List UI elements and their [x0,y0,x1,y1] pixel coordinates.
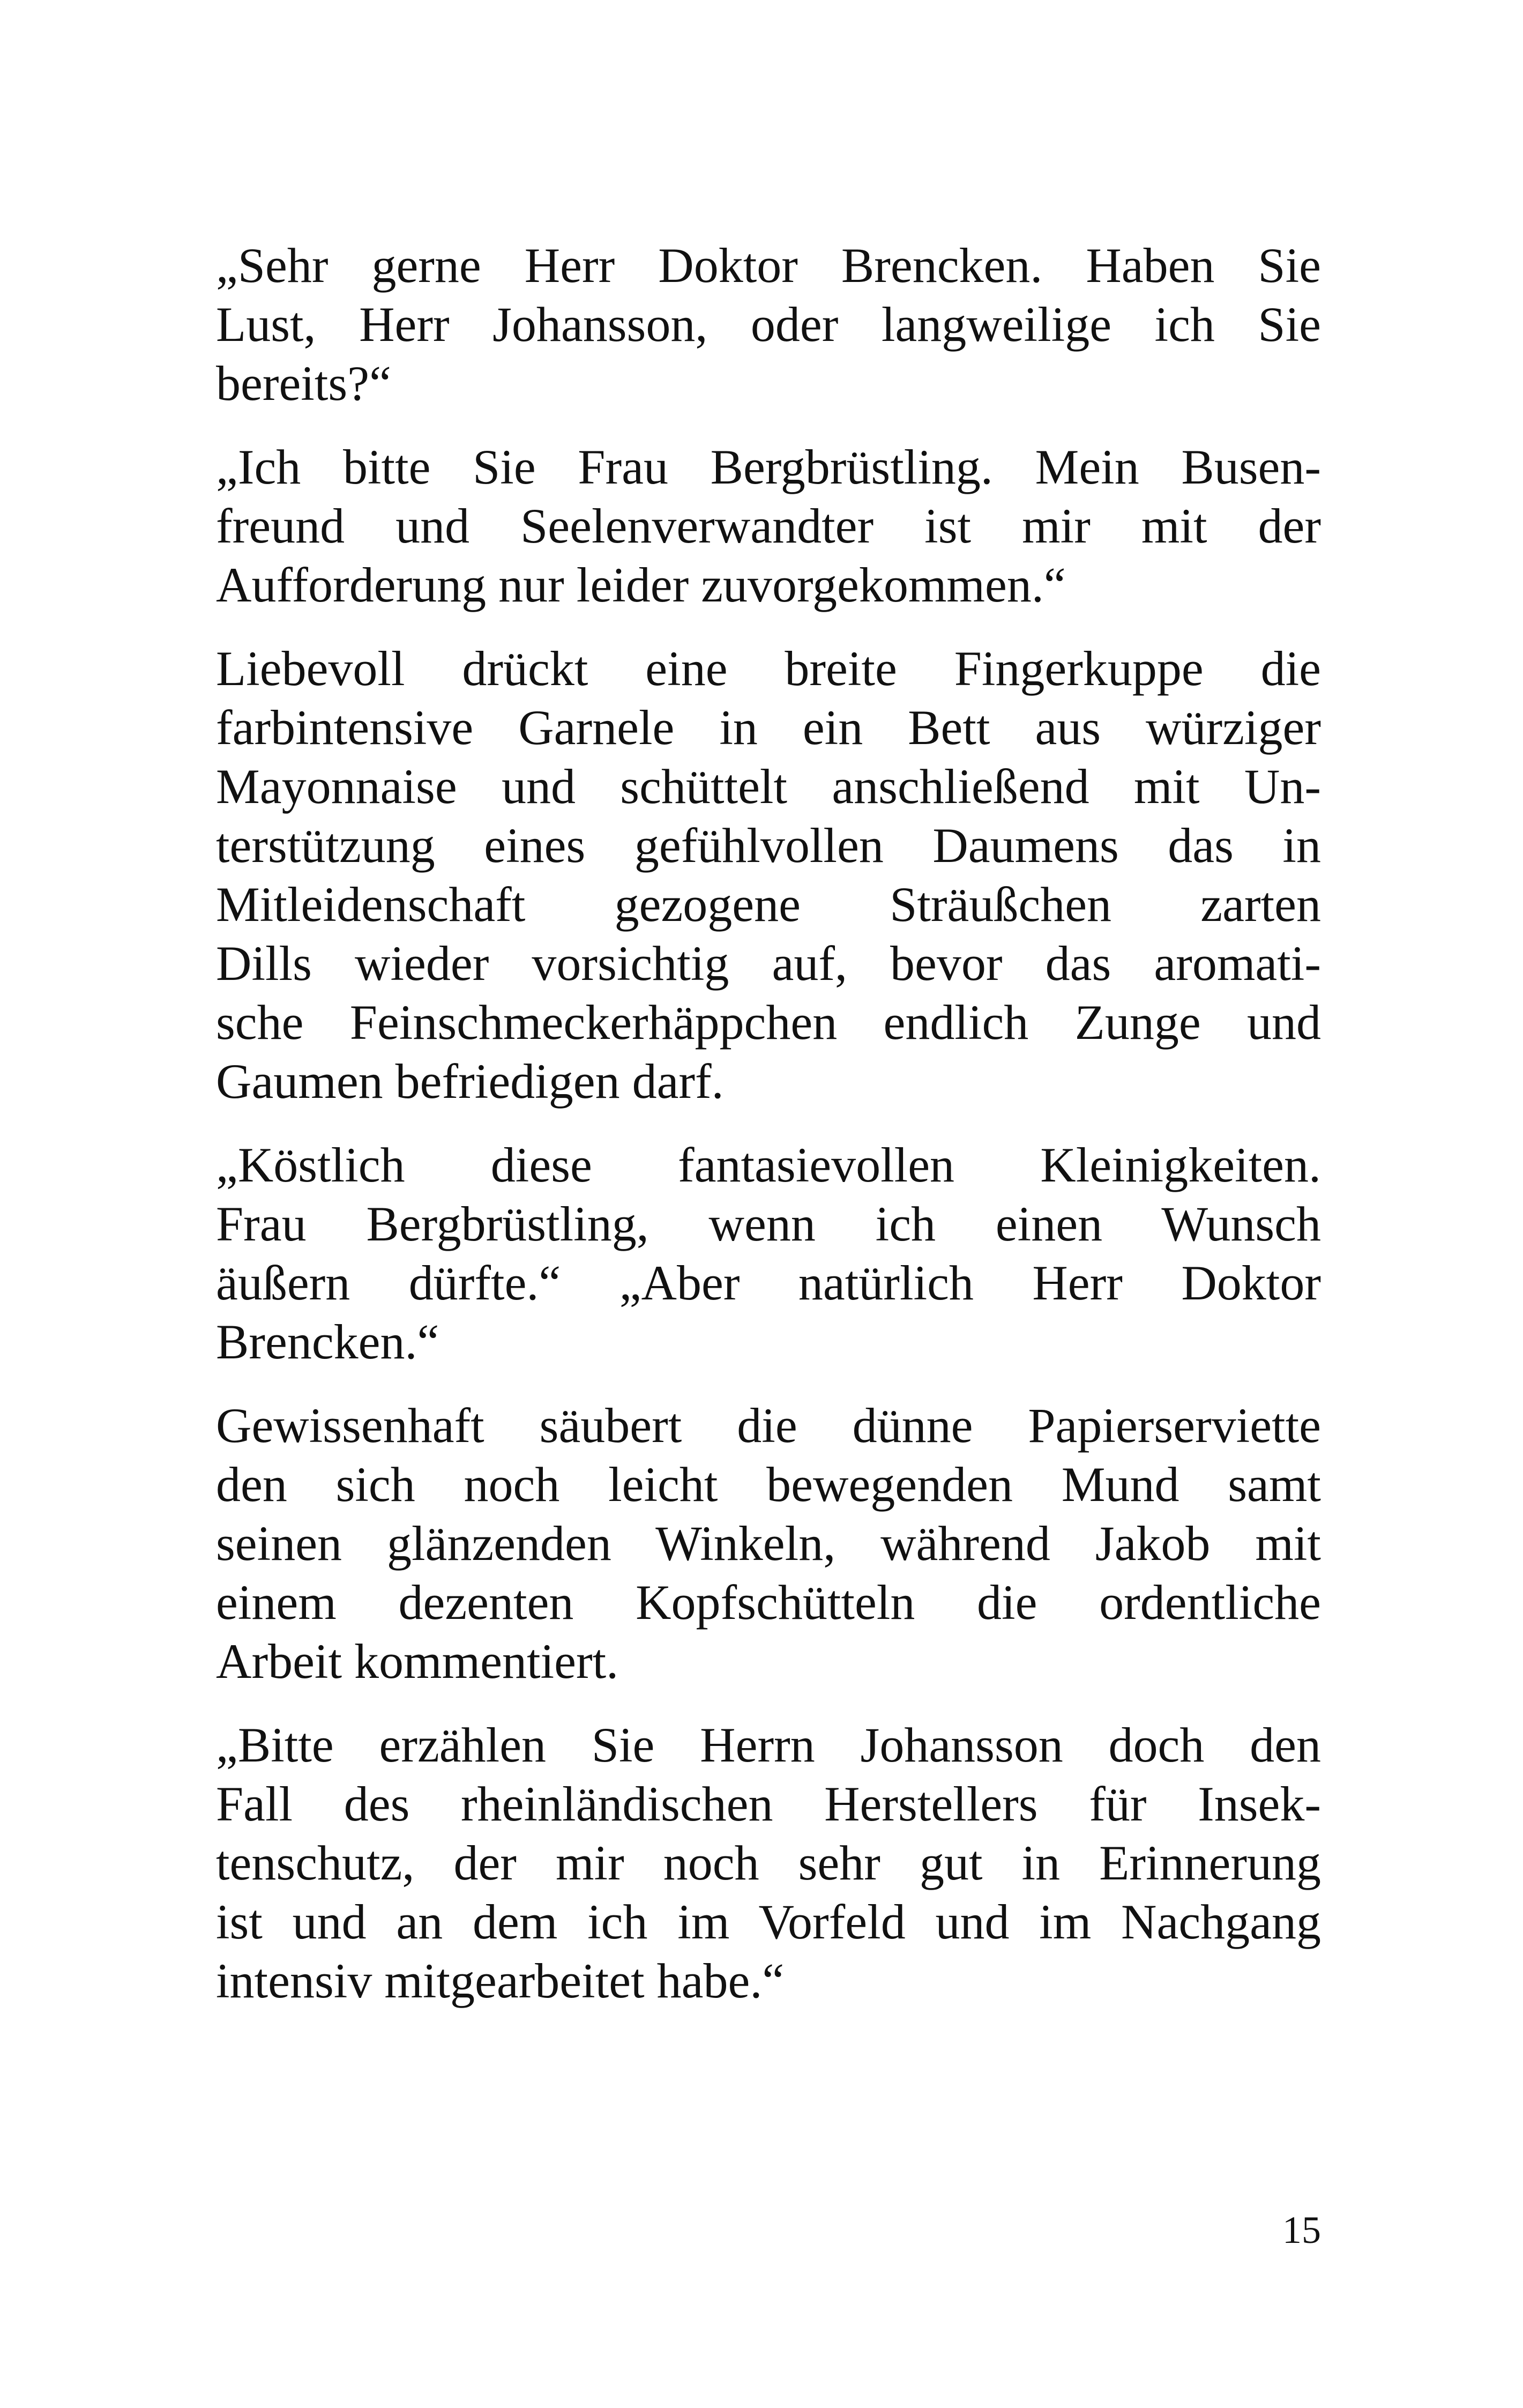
text-line: sche Feinschmeckerhäppchen endlich Zunge und [216,995,1321,1050]
text-line: Mitleidenschaft gezogene Sträußchen zarten [216,877,1321,932]
text-line: Dills wieder vorsichtig auf, bevor das aromati- [216,936,1321,991]
text-line: einem dezenten Kopfschütteln die ordentliche [216,1575,1321,1630]
text-line: seinen glänzenden Winkeln, während Jakob mit [216,1516,1321,1571]
text-line: „Ich bitte Sie Frau Bergbrüstling. Mein Busen- [216,440,1321,494]
text-line: freund und Seelenverwandter ist mir mit der [216,499,1321,553]
text-line: Fall des rheinländischen Herstellers für Insek- [216,1777,1321,1831]
text-line: „Sehr gerne Herr Doktor Brencken. Haben Sie [216,238,1321,293]
text-line: terstützung eines gefühlvollen Daumens das in [216,818,1321,873]
paragraph-6 [216,1715,1321,2010]
text-line: Arbeit kommentiert. [216,1634,619,1689]
text-line: „Bitte erzählen Sie Herrn Johansson doch den [216,1718,1321,1772]
text-line: Lust, Herr Johansson, oder langweilige ich Sie [216,297,1321,352]
text-line: Aufforderung nur leider zuvorgekommen.“ [216,558,1066,612]
text-line: farbintensive Garnele in ein Bett aus würziger [216,700,1321,755]
paragraph-5 [216,1396,1321,1691]
text-line: Mayonnaise und schüttelt anschließend mit Un- [216,759,1321,814]
text-line: Gewissenhaft säubert die dünne Papierserviette [216,1398,1321,1453]
text-line: Gaumen befriedigen darf. [216,1054,724,1109]
text-line: ist und an dem ich im Vorfeld und im Nachgang [216,1894,1321,1949]
text-line: Liebevoll drückt eine breite Fingerkuppe die [216,641,1321,696]
body-text [216,236,1321,2035]
text-line: „Köstlich diese fantasievollen Kleinigkeiten. [216,1138,1321,1192]
text-line: den sich noch leicht bewegenden Mund samt [216,1457,1321,1512]
text-line: bereits?“ [216,356,391,411]
paragraph-2 [216,437,1321,614]
paragraph-3 [216,639,1321,1111]
text-line: intensiv mitgearbeitet habe.“ [216,1953,785,2008]
text-line: Frau Bergbrüstling, wenn ich einen Wunsch [216,1196,1321,1251]
page-number: 15 [1282,2209,1321,2251]
text-line: äußern dürfte.“ „Aber natürlich Herr Doktor [216,1255,1321,1310]
text-line: Brencken.“ [216,1314,439,1369]
paragraph-4 [216,1135,1321,1371]
text-line: tenschutz, der mir noch sehr gut in Erinnerung [216,1835,1321,1890]
paragraph-1 [216,236,1321,413]
